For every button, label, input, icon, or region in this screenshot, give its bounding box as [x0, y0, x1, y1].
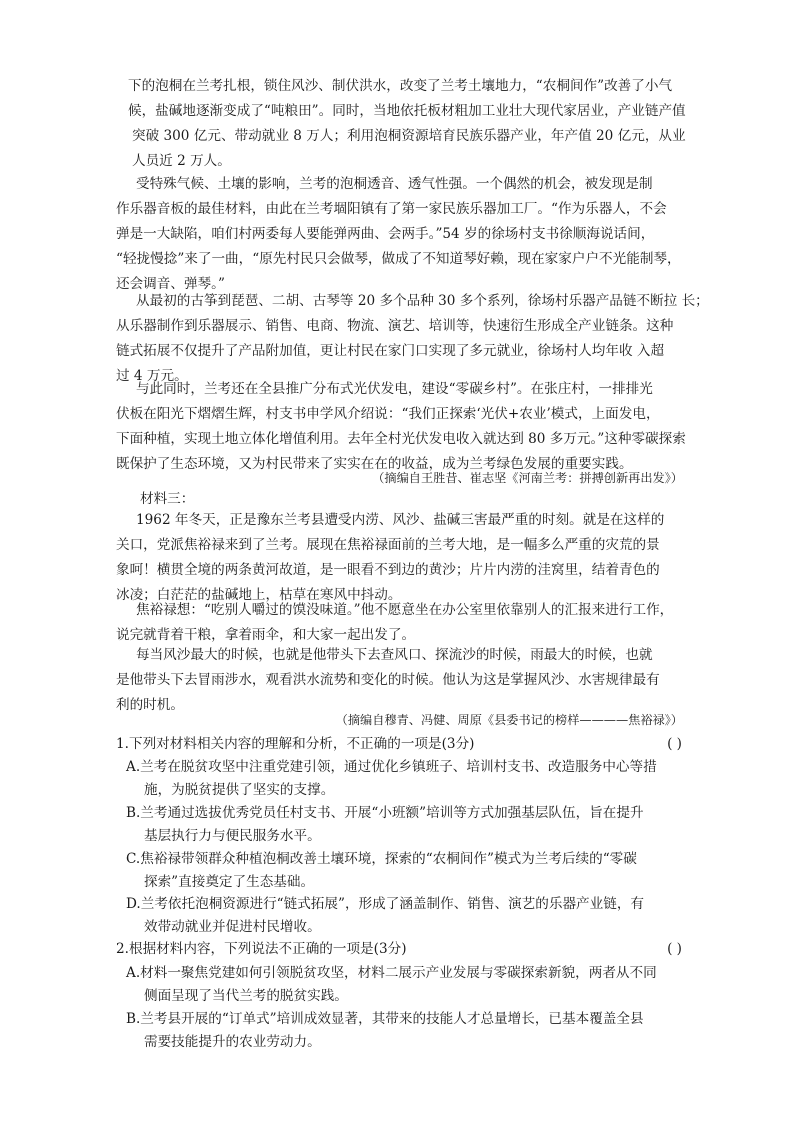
paragraph-1962-winter	[116, 508, 688, 608]
paragraph-chain-expansion	[116, 289, 709, 389]
question-1-answer-blank: ( )	[667, 736, 682, 752]
source-citation-material3: （摘编自穆青、冯健、周原《县委书记的榜样————焦裕禄》）	[335, 713, 683, 727]
source-citation-material2: （摘编自王胜昔、崔志坚《河南兰考：拼搏创新再出发》）	[372, 471, 683, 485]
text-line: 伏板在阳光下熠熠生辉，村支书申学风介绍说：“我们正探索‘光伏+农业’模式，上面发电，	[116, 406, 660, 422]
option-line: A.材料一聚焦党建如何引领脱贫攻坚，材料二展示产业发展与零碳探索新貌，两者从不同	[126, 965, 657, 981]
text-line: 每当风沙最大的时候，也就是他带头下去查风口、探流沙的时候，雨最大的时候，也就	[136, 647, 653, 663]
text-line: 人员近 2 万人。	[132, 153, 231, 169]
text-line: “轻拢慢捻”来了一曲，“原先村民只会做琴，做成了不知道琴好赖，现在家家户户不光能制琴，	[116, 251, 681, 267]
option-line: 效带动就业并促进村民增收。	[144, 919, 321, 935]
text-line: 链式拓展不仅提升了产品附加值，更让村民在家门口实现了多元就业，徐场村人均年收 入超	[116, 343, 665, 359]
option-line: 基层执行力与便民服务水平。	[144, 828, 321, 844]
question-2-option-a	[126, 962, 686, 1008]
material3-label: 材料三：	[140, 491, 195, 507]
option-line: 施，为脱贫提供了坚实的支撑。	[144, 782, 335, 798]
paragraph-instrument-industry	[116, 172, 688, 297]
text-line: 是他带头下去冒雨涉水，观看洪水流势和变化的时候。他认为这是掌握风沙、水害规律最有	[116, 672, 660, 688]
question-2-answer-blank: ( )	[667, 941, 682, 957]
question-1-option-c	[126, 848, 686, 894]
text-line: 下的泡桐在兰考扎根，锁住风沙、制伏洪水，改变了兰考土壤地力，“农桐间作”改善了小气	[128, 78, 673, 94]
option-line: D.兰考依托泡桐资源进行“链式拓展”，形成了涵盖制作、销售、演艺的乐器产业链，有	[126, 896, 645, 912]
option-line: B.兰考通过选拔优秀党员任村支书、开展“小班额”培训等方式加强基层队伍，旨在提升	[126, 805, 644, 821]
text-line: 突破 300 亿元、带动就业 8 万人；利用泡桐资源培育民族乐器产业，年产值 20 亿元，从业	[132, 128, 686, 144]
option-line: A.兰考在脱贫攻坚中注重党建引领，通过优化乡镇班子、培训村支书、改造服务中心等措	[126, 759, 657, 775]
text-line: 受特殊气候、土壤的影响，兰考的泡桐透音、透气性强。一个偶然的机会，被发现是制	[136, 176, 653, 192]
text-line: 利的时机。	[116, 697, 184, 713]
text-line: 从最初的古筝到琵琶、二胡、古琴等 20 多个品种 30 多个系列，徐场村乐器产品链不断拉 长；	[136, 293, 709, 309]
text-line: 象呵！横贯全境的两条黄河故道，是一眼看不到边的黄沙；片片内涝的洼窝里，结着青色的	[116, 562, 660, 578]
text-line: 关口，党派焦裕禄来到了兰考。展现在焦裕禄面前的兰考大地，是一幅多么严重的灾荒的景	[116, 537, 660, 553]
text-line: 下面种植，实现土地立体化增值利用。去年全村光伏发电收入就达到 80 多万元。”这种零碳探索	[116, 431, 686, 447]
text-line: 说完就背着干粮，拿着雨伞，和大家一起出发了。	[116, 627, 416, 643]
paragraph-zero-carbon	[116, 377, 688, 477]
text-line: 冰凌；白茫茫的盐碱地上，枯草在寒风中抖动。	[116, 587, 402, 603]
question-2-option-b	[126, 1008, 686, 1054]
question-1-stem	[116, 733, 688, 756]
paragraph-jiao-yulu-quote	[116, 598, 688, 648]
option-line: 需要技能提升的农业劳动力。	[144, 1034, 321, 1050]
option-line: C.焦裕禄带领群众种植泡桐改善土壤环境，探索的“农桐间作”模式为兰考后续的“零碳	[126, 851, 637, 867]
question-2-stem	[116, 938, 688, 961]
paragraph-storm-inspection	[116, 643, 688, 718]
text-line: 焦裕禄想：“吃别人嚼过的馍没味道。”他不愿意坐在办公室里依靠别人的汇报来进行工作，	[136, 602, 674, 618]
text-line: 作乐器音板的最佳材料，由此在兰考堌阳镇有了第一家民族乐器加工厂。“作为乐器人，不会	[116, 201, 667, 217]
text-line: 从乐器制作到乐器展示、销售、电商、物流、演艺、培训等，快速衍生形成全产业链条。这种	[116, 318, 674, 334]
text-line: 还会调音、弹琴。”	[116, 276, 225, 292]
text-line: 与此同时，兰考还在全县推广分布式光伏发电，建设“零碳乡村”。在张庄村，一排排光	[136, 381, 653, 397]
question-1-option-b	[126, 802, 686, 848]
text-line: 候，盐碱地逐渐变成了“吨粮田”。同时，当地依托板材粗加工业壮大现代家居业，产业链产值	[128, 103, 686, 119]
question-1-option-a	[126, 756, 686, 802]
text-line: 过 4 万元。	[116, 368, 188, 384]
option-line: 探索”直接奠定了生态基础。	[144, 874, 315, 890]
question-1-option-d	[126, 893, 686, 939]
option-line: 侧面呈现了当代兰考的脱贫实践。	[144, 988, 348, 1004]
paragraph-paulownia-impact	[128, 74, 700, 174]
option-line: B.兰考县开展的“订单式”培训成效显著，其带来的技能人才总量增长，已基本覆盖全县	[126, 1011, 644, 1027]
text-line: 既保护了生态环境，又为村民带来了实实在在的收益，成为兰考绿色发展的重要实践。	[116, 456, 633, 472]
text-line: 弹是一大缺陷，咱们村两委每人要能弹两曲、会两手。”54 岁的徐场村支书徐顺海说话间，	[116, 226, 655, 242]
text-line: 1962 年冬天，正是豫东兰考县遭受内涝、风沙、盐碱三害最严重的时刻。就是在这样的	[136, 512, 665, 528]
question-2-text: 2.根据材料内容，下列说法不正确的一项是(3分)	[116, 941, 407, 957]
question-1-text: 1.下列对材料相关内容的理解和分析，不正确的一项是(3分)	[116, 736, 475, 752]
